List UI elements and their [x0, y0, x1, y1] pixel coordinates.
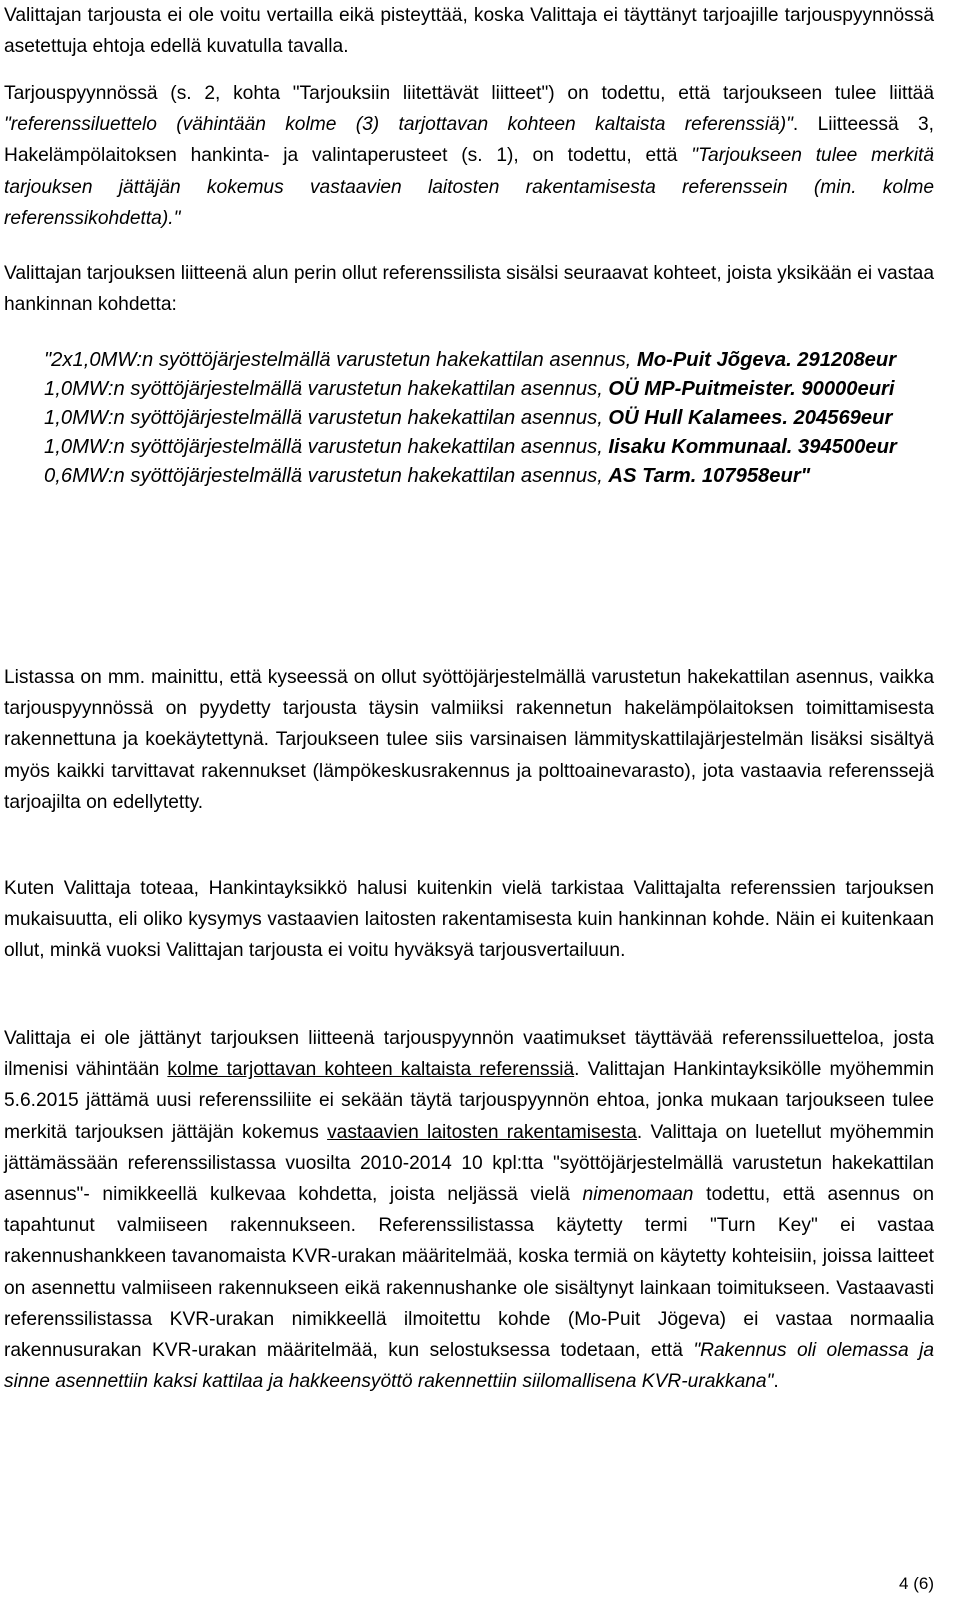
- paragraph-unit-check: [4, 873, 934, 967]
- paragraph-text: Valittaja ei ole jättänyt tarjouksen liitteenä tarjouspyynnön vaatimukset täyttävää referenssiluetteloa, josta ilmenisi vähintään: [4, 1028, 934, 1081]
- reference-description: 0,6MW:n syöttöjärjestelmällä varustetun hakekattilan asennus,: [44, 465, 609, 487]
- quote-reference-list: "referenssiluettelo (vähintään kolme (3) tarjottavan kohteen kaltaista referenssiä)": [4, 114, 793, 136]
- underlined-phrase: vastaavien laitosten rakentamisesta: [327, 1121, 637, 1143]
- reference-company-amount: Mo-Puit Jõgeva. 291208eur: [636, 349, 897, 371]
- reference-list: [44, 346, 924, 491]
- paragraph-text: Tarjouspyynnössä (s. 2, kohta "Tarjouksiin liitettävät liitteet") on todettu, että tarjoukseen tulee liittää: [4, 83, 934, 104]
- reference-description: 1,0MW:n syöttöjärjestelmällä varustetun hakekattilan asennus,: [44, 378, 609, 400]
- paragraph-text: . Liitteessä 3, Hakelämpölaitoksen hankinta- ja valintaperusteet (s. 1), on todettu, että: [4, 114, 934, 167]
- paragraph-offer-not-compared: [4, 0, 934, 62]
- reference-description: "2x1,0MW:n syöttöjärjestelmällä varustetun hakekattilan asennus,: [44, 349, 637, 371]
- paragraph-text: Valittajan tarjouksen liitteenä alun perin ollut referenssilista sisälsi seuraavat kohteet, joista yksikään ei vastaa hankinnan kohdetta:: [4, 263, 934, 316]
- paragraph-text: Listassa on mm. mainittu, että kyseessä on ollut syöttöjärjestelmällä varustetun hakekattilan asennus, vaikka tarjouspyynnössä on pyydetty tarjousta täysin valmiiksi rakennetun hakelämpölaitoksen toimittamisesta rakennettuna ja koekäytettynä. Tarjoukseen tulee siis varsinaisen lämmityskattilajärjestelmän lisäksi sisältyä myös kaikki tarvittavat rakennukset (lämpökeskusrakennus ja polttoainevarasto), jota vastaavia referenssejä tarjoajilta on edellytetty.: [4, 667, 934, 813]
- reference-item: [44, 433, 924, 462]
- reference-item: [44, 462, 924, 491]
- reference-company-amount: Iisaku Kommunaal. 394500eur: [608, 436, 897, 458]
- quote-building-existed: "Rakennus oli olemassa ja sinne asennettiin kaksi kattilaa ja hakkeensyöttö rakennettiin siilomallisena KVR-urakkana": [4, 1340, 935, 1393]
- paragraph-text: .: [773, 1371, 779, 1393]
- paragraph-text: todettu, että asennus on tapahtunut valmiiseen rakennukseen. Referenssilistassa käytetty termi "Turn Key" ei vastaa rakennushankkeen tavanomaista KVR-urakan määritelmää, koska termiä on käytetty kohteisiin, joissa laitteet on asennettu valmiiseen rakennukseen eikä rakennushanke ole sisältynyt lainkaan toimitukseen. Vastaavasti referenssilistassa KVR-urakan nimikkeellä ilmoitettu kohde (Mo-Puit Jögeva) ei vastaa normaalia rakennusurakan KVR-urakan määritelmää, kun selostuksessa todetaan, että: [4, 1184, 934, 1362]
- reference-description: 1,0MW:n syöttöjärjestelmällä varustetun hakekattilan asennus,: [44, 407, 609, 429]
- reference-item: [44, 375, 924, 404]
- reference-item: [44, 346, 924, 375]
- quote-experience: "Tarjoukseen tulee merkitä tarjouksen jättäjän kokemus vastaavien laitosten rakentamisesta referenssein (min. kolme referenssikohdetta).": [4, 145, 935, 229]
- paragraph-text: Kuten Valittaja toteaa, Hankintayksikkö halusi kuitenkin vielä tarkistaa Valittajalta referenssien tarjouksen mukaisuutta, eli oliko kysymys vastaavien laitosten rakentamisesta kuin hankinnan kohde. Näin ei kuitenkaan ollut, minkä vuoksi Valittajan tarjousta ei voitu hyväksyä tarjousvertailuun.: [4, 878, 934, 962]
- reference-item: [44, 404, 924, 433]
- reference-company-amount: OÜ MP-Puitmeister. 90000euri: [608, 378, 895, 400]
- paragraph-list-mentions: [4, 662, 934, 818]
- paragraph-text: Valittajan tarjousta ei ole voitu vertailla eikä pisteyttää, koska Valittaja ei täyttänyt tarjoajille tarjouspyynnössä asetettuja ehtoja edellä kuvatulla tavalla.: [4, 5, 934, 58]
- reference-description: 1,0MW:n syöttöjärjestelmällä varustetun hakekattilan asennus,: [44, 436, 609, 458]
- emphasis-word: nimenomaan: [582, 1184, 694, 1206]
- paragraph-text: . Valittajan Hankintayksikölle myöhemmin 5.6.2015 jättämä uusi referenssiliite ei sekään täytä tarjouspyynnön ehtoa, jonka mukaan tarjoukseen tulee merkitä tarjouksen jättäjän kokemus: [4, 1059, 934, 1143]
- paragraph-original-reference-list: [4, 258, 934, 320]
- paragraph-request-requirements: [4, 78, 934, 234]
- underlined-phrase: kolme tarjottavan kohteen kaltaista referenssiä: [167, 1059, 575, 1081]
- page-number: 4 (6): [899, 1574, 934, 1593]
- paragraph-text: . Valittaja on luetellut myöhemmin jättämässään referenssilistassa vuosilta 2010-2014 10 kpl:tta "syöttöjärjestelmällä varustetun hakekattilan asennus"- nimikkeellä kulkevaa kohdetta, joista neljässä vielä: [4, 1121, 934, 1206]
- paragraph-appellant-not-submitted: [4, 1023, 934, 1397]
- reference-company-amount: OÜ Hull Kalamees. 204569eur: [608, 407, 893, 429]
- reference-company-amount: AS Tarm. 107958eur": [608, 465, 811, 487]
